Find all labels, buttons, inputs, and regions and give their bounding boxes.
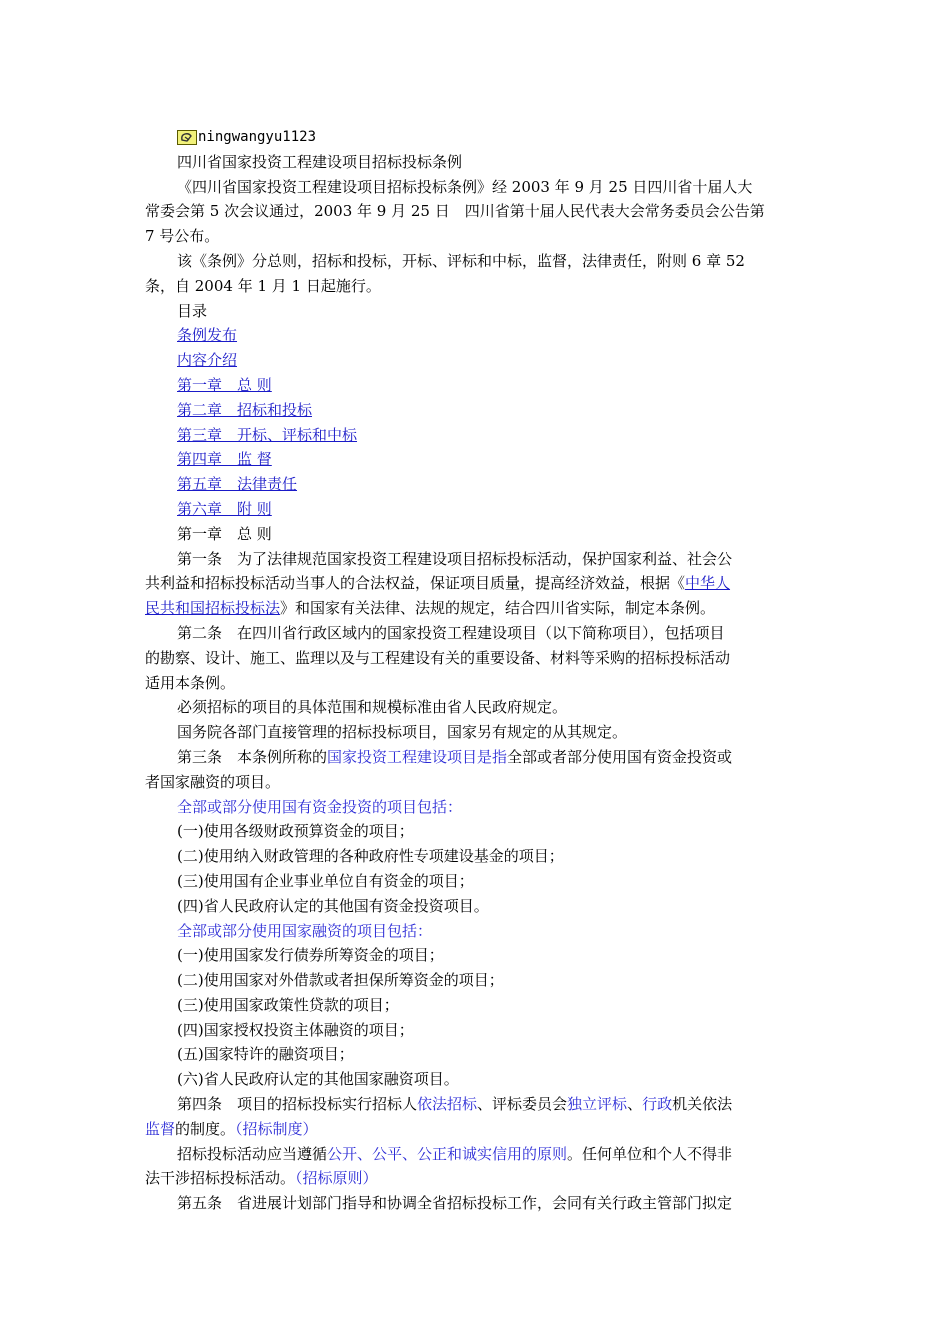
list-item: (一)使用各级财政预算资金的项目； [177,822,414,841]
article4-line1: 第四条 项目的招标投标实行招标人依法招标、评标委员会独立评标、行政机关依法 [177,1095,733,1114]
list-item: (六)省人民政府认定的其他国家融资项目。 [177,1070,459,1089]
article4-para2-line2: 法干涉招标投标活动。（招标原则） [145,1169,378,1188]
highlight-term: 国家投资工程建设项目是指 [327,747,508,766]
user-row [145,125,810,150]
list-item: (三)使用国有企业事业单位自有资金的项目； [177,871,474,890]
article4-line2: 监督的制度。（招标制度） [145,1119,318,1138]
toc-link-chapter5[interactable]: 第五章 法律责任 [177,475,298,494]
chapter1-heading: 第一章 总 则 [177,524,272,543]
username[interactable]: ningwangyu1123 [198,129,317,145]
list-item: (五)国家特许的融资项目； [177,1045,354,1064]
intro-p1-line2: 常委会第 5 次会议通过，2003 年 9 月 25 日 四川省第十届人民代表大会常务委员会公告第 [145,202,765,221]
article1-line1: 第一条 为了法律规范国家投资工程建设项目招标投标活动，保护国家利益、社会公 [177,549,733,568]
article2-line1: 第二条 在四川省行政区域内的国家投资工程建设项目（以下简称项目），包括项目 [177,623,725,642]
article1-line2: 共利益和招标投标活动当事人的合法权益，保证项目质量，提高经济效益，根据《中华人 [145,574,731,593]
list-item: (二)使用纳入财政管理的各种政府性专项建设基金的项目； [177,847,564,866]
sub2-heading: 全部或部分使用国家融资的项目包括： [177,921,433,940]
toc-link-chapter2[interactable]: 第二章 招标和投标 [177,400,313,419]
list-item: (四)国家授权投资主体融资的项目； [177,1020,414,1039]
toc-link-chapter4[interactable]: 第四章 监 督 [177,450,272,469]
article4-para2-line1: 招标投标活动应当遵循公开、公平、公正和诚实信用的原则。任何单位和个人不得非 [177,1144,733,1163]
intro-p1-line3: 7 号公布。 [145,227,220,246]
user-icon [177,130,197,145]
intro-p2-line1: 该《条例》分总则，招标和投标，开标、评标和中标，监督，法律责任，附则 6 章 52 [177,251,745,270]
toc-link-chapter3[interactable]: 第三章 开标、评标和中标 [177,425,358,444]
article1-line3: 民共和国招标投标法》和国家有关法律、法规的规定，结合四川省实际，制定本条例。 [145,599,716,618]
article3-line1: 第三条 本条例所称的国家投资工程建设项目是指全部或者部分使用国有资金投资或 [177,747,733,766]
toc-link-chapter1[interactable]: 第一章 总 则 [177,375,272,394]
intro-p2-line2: 条，自 2004 年 1 月 1 日起施行。 [145,276,381,295]
toc-link-intro[interactable]: 内容介绍 [177,351,238,370]
law-link-part2[interactable]: 民共和国招标投标法 [145,599,281,618]
article2-line2: 的勘察、设计、施工、监理以及与工程建设有关的重要设备、材料等采购的招标投标活动 [145,648,731,667]
article2-para3: 国务院各部门直接管理的招标投标项目，国家另有规定的从其规定。 [177,723,628,742]
article3-line2: 者国家融资的项目。 [145,772,281,791]
article2-para2: 必须招标的项目的具体范围和规模标准由省人民政府规定。 [177,698,568,717]
law-link-part1[interactable]: 中华人 [685,574,731,593]
toc-heading: 目录 [177,301,208,320]
list-item: (三)使用国家政策性贷款的项目； [177,995,399,1014]
article2-line3: 适用本条例。 [145,673,236,692]
intro-p1-line1: 《四川省国家投资工程建设项目招标投标条例》经 2003 年 9 月 25 日四川省十届人大 [177,177,753,196]
list-item: (一)使用国家发行债券所筹资金的项目； [177,946,444,965]
list-item: (四)省人民政府认定的其他国有资金投资项目。 [177,896,489,915]
doc-title: 四川省国家投资工程建设项目招标投标条例 [177,152,463,171]
document-page [145,125,810,1216]
toc-link-publish[interactable]: 条例发布 [177,326,238,345]
note-tag: （招标制度） [235,1119,318,1138]
note-tag: （招标原则） [295,1169,378,1188]
article5-line1: 第五条 省进展计划部门指导和协调全省招标投标工作，会同有关行政主管部门拟定 [177,1194,733,1213]
list-item: (二)使用国家对外借款或者担保所筹资金的项目； [177,971,504,990]
toc-link-chapter6[interactable]: 第六章 附 则 [177,499,272,518]
sub1-heading: 全部或部分使用国有资金投资的项目包括： [177,797,463,816]
